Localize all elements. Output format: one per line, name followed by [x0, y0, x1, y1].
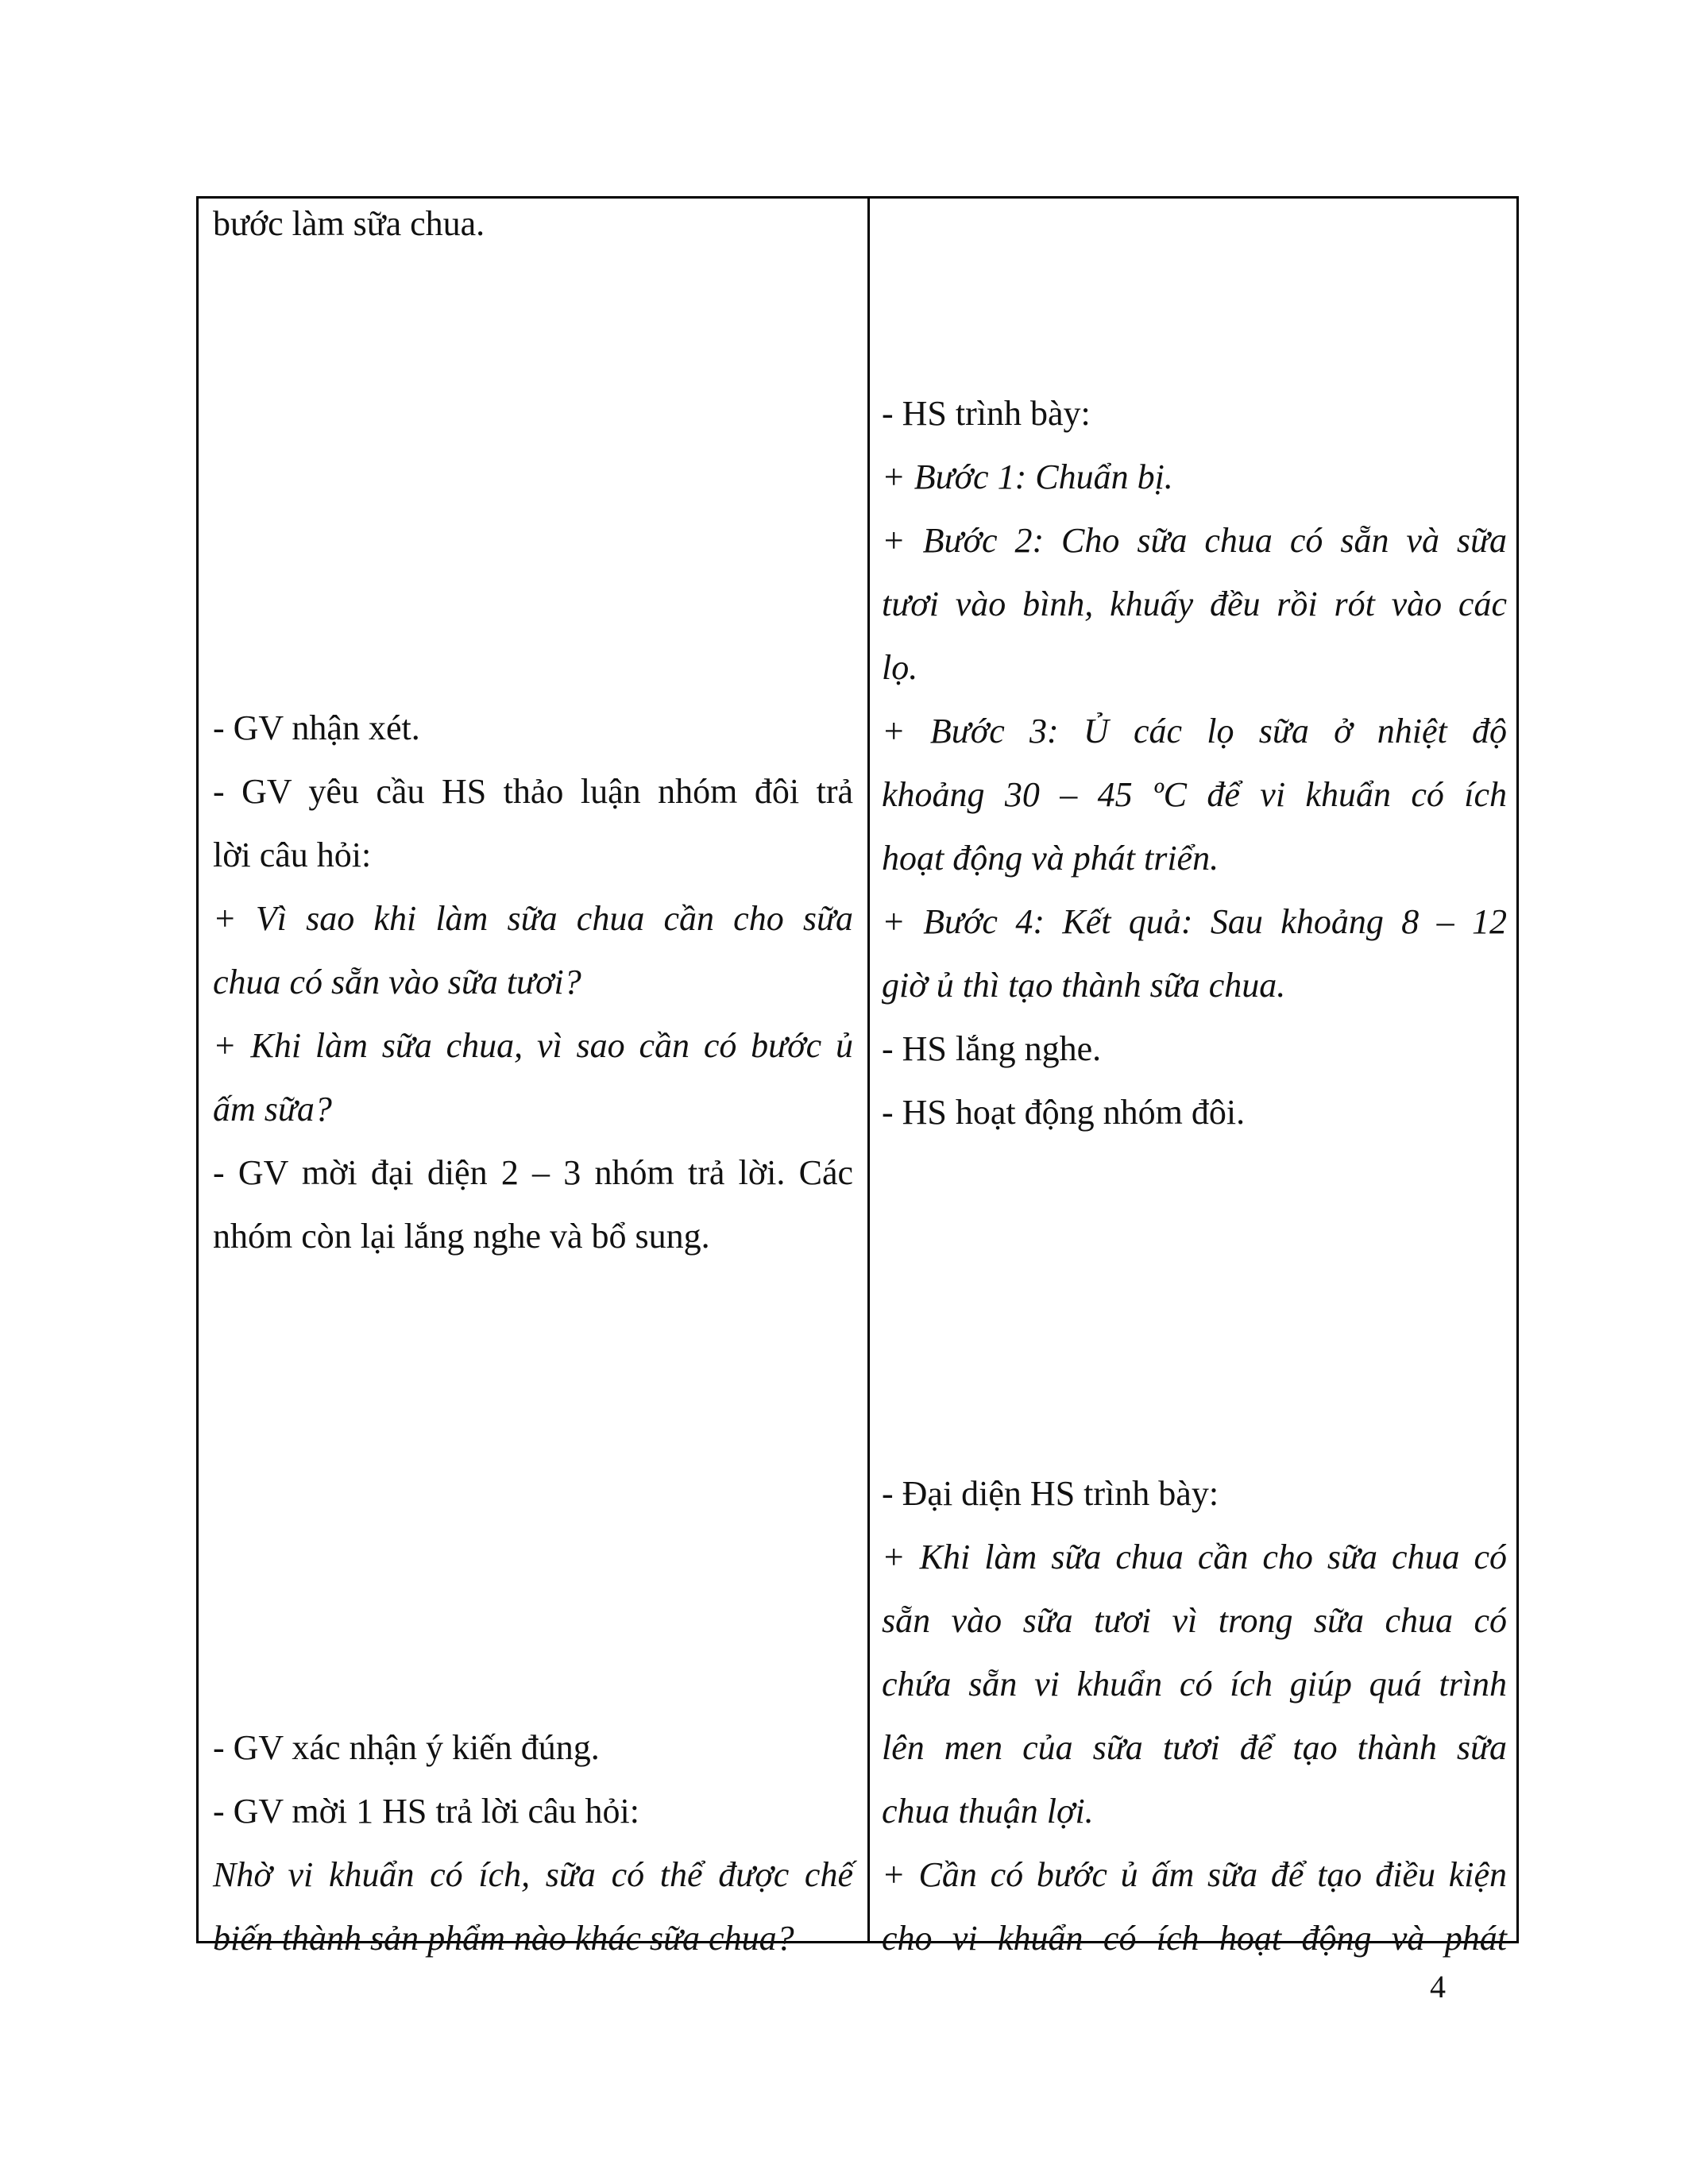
teacher-activity-column — [213, 199, 853, 1958]
text-line: - GV mời 1 HS trả lời câu hỏi: — [213, 1792, 640, 1831]
text-line: - GV yêu cầu HS thảo luận nhóm đôi trả — [213, 772, 853, 811]
text-line: lời câu hỏi: — [213, 835, 372, 874]
text-line: + Bước 3: Ủ các lọ sữa ở nhiệt độ — [882, 712, 1507, 751]
text-line: - GV xác nhận ý kiến đúng. — [213, 1728, 600, 1767]
text-line: + Bước 4: Kết quả: Sau khoảng 8 – 12 — [882, 902, 1507, 941]
text-line: giờ ủ thì tạo thành sữa chua. — [882, 966, 1286, 1005]
student-activity-column — [882, 199, 1507, 1958]
text-line: lọ. — [882, 648, 918, 687]
text-line: + Cần có bước ủ ấm sữa để tạo điều kiện — [882, 1855, 1507, 1894]
text-line: + Bước 1: Chuẩn bị. — [882, 457, 1173, 496]
lesson-table — [196, 196, 1519, 1958]
text-line: Nhờ vi khuẩn có ích, sữa có thể được chế — [213, 1855, 853, 1894]
text-line: cho vi khuẩn có ích hoạt động và phát — [882, 1919, 1507, 1958]
page-number: 4 — [1430, 1969, 1446, 2005]
text-line: khoảng 30 – 45 ºC để vi khuẩn có ích — [882, 775, 1507, 814]
text-line: - HS hoạt động nhóm đôi. — [882, 1093, 1246, 1132]
text-line: - GV mời đại diện 2 – 3 nhóm trả lời. Các — [213, 1153, 853, 1192]
text-line: chua có sẵn vào sữa tươi? — [213, 963, 581, 1001]
text-line: chua thuận lợi. — [882, 1792, 1094, 1831]
text-line: sẵn vào sữa tươi vì trong sữa chua có — [882, 1601, 1507, 1640]
text-line: + Khi làm sữa chua, vì sao cần có bước ủ — [213, 1026, 853, 1065]
column-divider — [867, 199, 870, 1941]
text-line: - HS trình bày: — [882, 394, 1091, 433]
text-line: + Bước 2: Cho sữa chua có sẵn và sữa — [882, 521, 1507, 560]
text-line: nhóm còn lại lắng nghe và bổ sung. — [213, 1217, 710, 1256]
text-line: lên men của sữa tươi để tạo thành sữa — [882, 1728, 1507, 1767]
text-line: - HS lắng nghe. — [882, 1029, 1102, 1068]
text-line: chứa sẵn vi khuẩn có ích giúp quá trình — [882, 1665, 1507, 1704]
text-line: + Khi làm sữa chua cần cho sữa chua có — [882, 1538, 1507, 1576]
text-line: - Đại diện HS trình bày: — [882, 1474, 1219, 1513]
text-line: - GV nhận xét. — [213, 708, 420, 747]
text-line: hoạt động và phát triển. — [882, 839, 1219, 878]
text-line: bước làm sữa chua. — [213, 204, 485, 243]
text-line: ấm sữa? — [213, 1090, 332, 1129]
text-line: + Vì sao khi làm sữa chua cần cho sữa — [213, 899, 853, 938]
text-line: biến thành sản phẩm nào khác sữa chua? — [213, 1919, 794, 1958]
text-line: tươi vào bình, khuấy đều rồi rót vào các — [882, 585, 1507, 623]
